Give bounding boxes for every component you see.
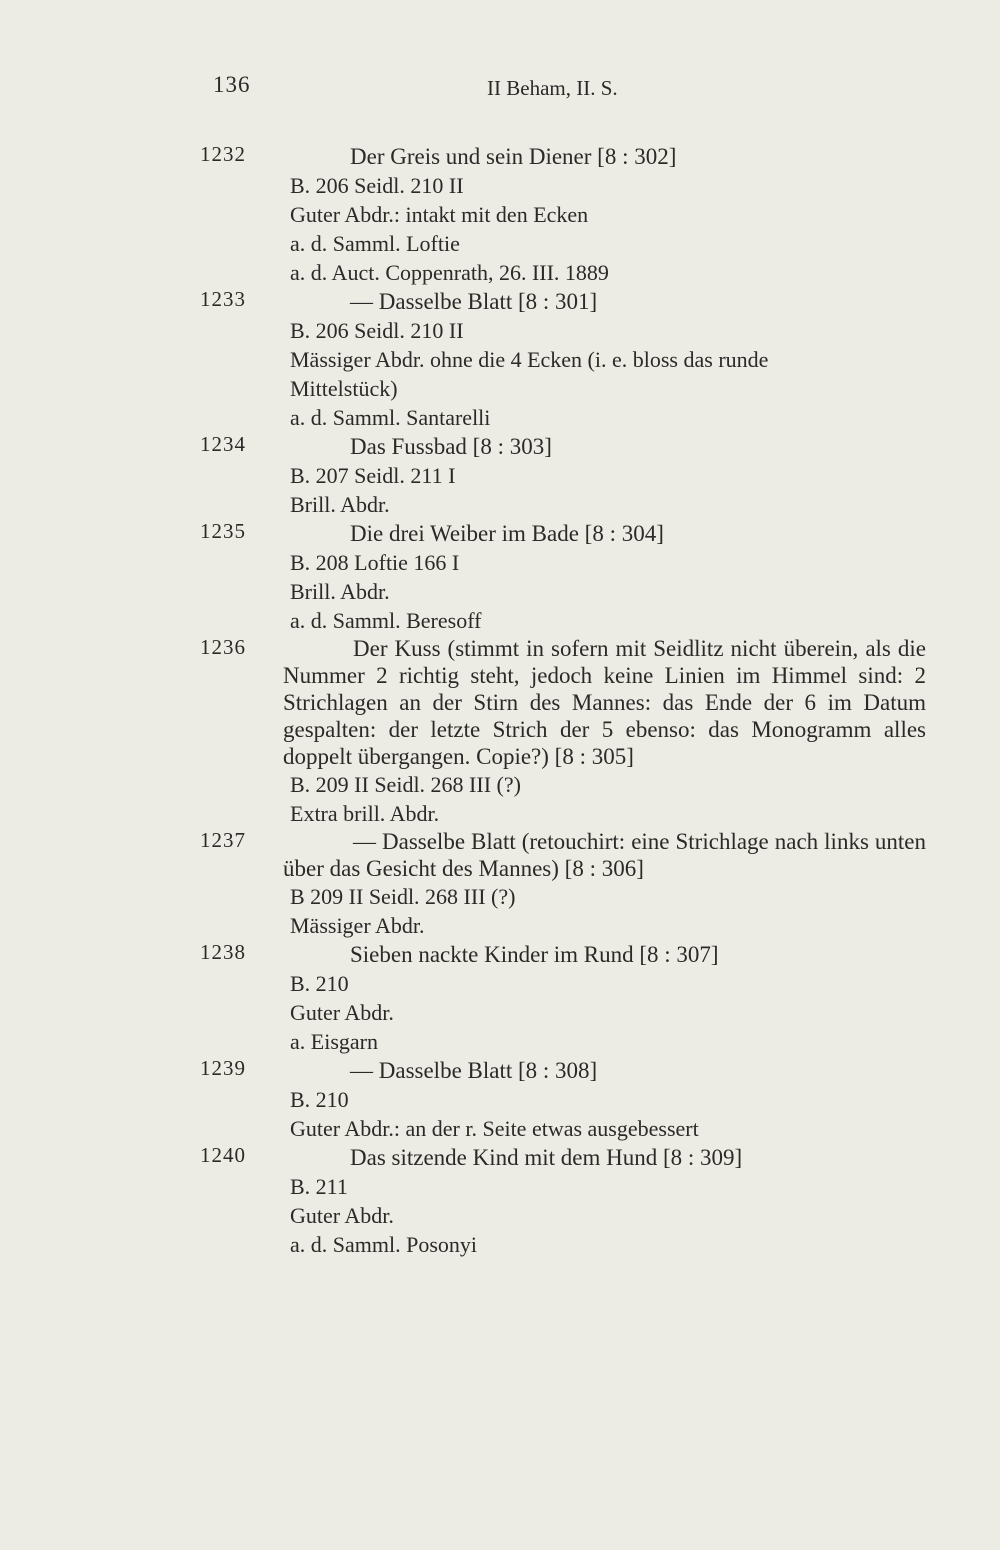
entry-detail-line: B. 211 — [290, 1174, 348, 1199]
entry-detail-line: B. 206 Seidl. 210 II — [290, 173, 464, 198]
catalogue-entry — [0, 432, 1000, 519]
catalogue-entry — [0, 940, 1000, 1056]
entry-detail-line: Mittelstück) — [290, 376, 398, 401]
entry-detail-line: Brill. Abdr. — [290, 579, 390, 604]
entry-detail-line: Brill. Abdr. — [290, 492, 390, 517]
entry-title: Sieben nackte Kinder im Rund [8 : 307] — [350, 942, 719, 967]
entry-detail-line: a. d. Samml. Posonyi — [290, 1232, 478, 1257]
entry-number: 1234 — [200, 432, 246, 456]
entry-number: 1237 — [200, 828, 246, 852]
running-title: II Beham, II. S. — [487, 76, 618, 100]
entry-title: Das Fussbad [8 : 303] — [350, 434, 552, 459]
entry-detail-line: B. 210 — [290, 1087, 349, 1112]
catalogue-entries — [0, 142, 1000, 1259]
entry-detail-line: Mässiger Abdr. ohne die 4 Ecken (i. e. bloss das runde — [290, 347, 769, 372]
catalogue-entry — [0, 635, 1000, 828]
entry-detail-line: Guter Abdr.: intakt mit den Ecken — [290, 202, 589, 227]
entry-description: — Dasselbe Blatt (retouchirt: eine Strichlage nach links unten über das Gesicht des Mannes) [8 : 306] — [283, 829, 926, 881]
entry-detail-line: B. 208 Loftie 166 I — [290, 550, 460, 575]
entry-detail-line: Mässiger Abdr. — [290, 913, 425, 938]
catalogue-entry — [0, 1143, 1000, 1259]
entry-detail-line: B 209 II Seidl. 268 III (?) — [290, 884, 516, 909]
entry-detail-line: B. 206 Seidl. 210 II — [290, 318, 464, 343]
entry-detail-line: Guter Abdr. — [290, 1000, 394, 1025]
page-number: 136 — [213, 72, 251, 97]
entry-detail-line: a. d. Samml. Loftie — [290, 231, 460, 256]
entry-number: 1239 — [200, 1056, 246, 1080]
entry-detail-line: B. 210 — [290, 971, 349, 996]
entry-detail-line: a. d. Samml. Beresoff — [290, 608, 482, 633]
entry-detail-line: Guter Abdr.: an der r. Seite etwas ausgebessert — [290, 1116, 699, 1141]
entry-title: — Dasselbe Blatt [8 : 301] — [350, 289, 598, 314]
entry-detail-line: B. 209 II Seidl. 268 III (?) — [290, 772, 521, 797]
entry-detail-line: a. Eisgarn — [290, 1029, 378, 1054]
entry-number: 1232 — [200, 142, 246, 166]
entry-number: 1235 — [200, 519, 246, 543]
entry-number: 1236 — [200, 635, 246, 659]
entry-number: 1240 — [200, 1143, 246, 1167]
catalogue-entry — [0, 519, 1000, 635]
entry-title: Der Greis und sein Diener [8 : 302] — [350, 144, 677, 169]
catalogue-entry — [0, 287, 1000, 432]
catalogue-entry — [0, 142, 1000, 287]
page-header — [0, 72, 1000, 112]
catalogue-entry — [0, 1056, 1000, 1143]
entry-detail-line: a. d. Auct. Coppenrath, 26. III. 1889 — [290, 260, 609, 285]
entry-title: Das sitzende Kind mit dem Hund [8 : 309] — [350, 1145, 743, 1170]
entry-detail-line: B. 207 Seidl. 211 I — [290, 463, 456, 488]
entry-number: 1233 — [200, 287, 246, 311]
entry-detail-line: a. d. Samml. Santarelli — [290, 405, 491, 430]
entry-number: 1238 — [200, 940, 246, 964]
entry-title: — Dasselbe Blatt [8 : 308] — [350, 1058, 598, 1083]
entry-title: Die drei Weiber im Bade [8 : 304] — [350, 521, 664, 546]
entry-description: Der Kuss (stimmt in sofern mit Seidlitz nicht überein, als die Nummer 2 richtig steht, jedoch keine Linien im Himmel sind: 2 Strichlagen an der Stirn des Mannes: das Ende der 6 im Datum gespalten: der letzte Strich der 5 ebenso: das Monogramm alles doppelt übergangen. Copie?) [8 : 305] — [283, 636, 926, 769]
entry-detail-line: Extra brill. Abdr. — [290, 801, 440, 826]
entry-detail-line: Guter Abdr. — [290, 1203, 394, 1228]
catalogue-entry — [0, 828, 1000, 940]
